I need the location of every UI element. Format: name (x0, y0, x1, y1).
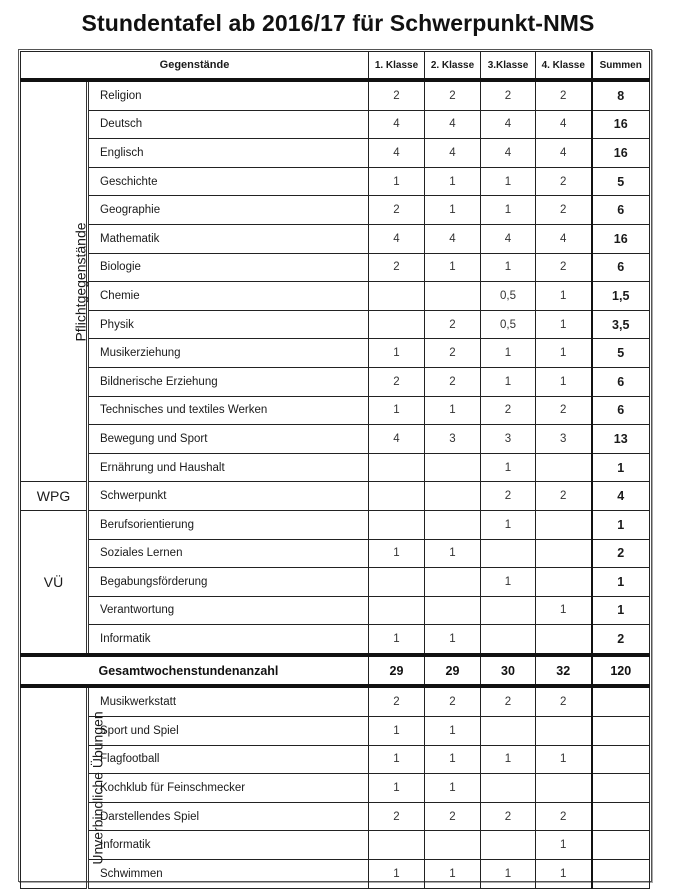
hours-k4: 2 (536, 482, 592, 511)
subject-name: Informatik (88, 625, 369, 655)
hours-k2: 2 (425, 367, 481, 396)
table-row (21, 568, 650, 597)
page-title: Stundentafel ab 2016/17 für Schwerpunkt-NMS (81, 10, 595, 36)
table-row (21, 253, 650, 282)
table-row (21, 196, 650, 225)
category-unverbindlich (21, 686, 106, 888)
hours-k4: 2 (536, 686, 592, 716)
hours-k3: 4 (481, 110, 536, 139)
hours-k4 (536, 539, 592, 568)
hours-sum: 2 (592, 539, 650, 568)
timetable (20, 51, 650, 889)
hours-k1: 1 (369, 167, 425, 196)
table-body (21, 80, 650, 888)
header-klasse-4: 4. Klasse (536, 52, 592, 81)
table-row (21, 831, 650, 860)
hours-k1: 4 (369, 224, 425, 253)
hours-sum: 2 (592, 625, 650, 655)
hours-sum: 1 (592, 568, 650, 597)
subject-name: Technisches und textiles Werken (88, 396, 369, 425)
hours-k1: 2 (369, 802, 425, 831)
table-row (21, 310, 650, 339)
hours-k2 (425, 568, 481, 597)
table-row (21, 596, 650, 625)
hours-k4: 4 (536, 224, 592, 253)
subject-name: Ernährung und Haushalt (88, 453, 369, 482)
hours-k4: 1 (536, 367, 592, 396)
hours-k1: 1 (369, 860, 425, 889)
hours-sum: 1 (592, 596, 650, 625)
hours-sum: 6 (592, 367, 650, 396)
hours-k1: 1 (369, 745, 425, 774)
table-row (21, 686, 650, 716)
hours-k3: 1 (481, 367, 536, 396)
hours-k2 (425, 453, 481, 482)
table-row (21, 110, 650, 139)
hours-k4: 1 (536, 310, 592, 339)
hours-k3 (481, 717, 536, 746)
subject-name: Sport und Spiel (88, 717, 369, 746)
hours-k4 (536, 625, 592, 655)
category-pflicht (21, 80, 88, 482)
hours-k4 (536, 774, 592, 803)
hours-k1: 1 (369, 539, 425, 568)
hours-sum: 16 (592, 139, 650, 168)
hours-sum: 5 (592, 167, 650, 196)
subject-name: Musikwerkstatt (88, 686, 369, 716)
hours-k1 (369, 568, 425, 597)
subject-name: Kochklub für Feinschmecker (88, 774, 369, 803)
subject-name: Schwimmen (88, 860, 369, 889)
header-summen: Summen (592, 52, 650, 81)
table-row (21, 167, 650, 196)
table-row (21, 717, 650, 746)
hours-sum: 16 (592, 224, 650, 253)
subject-name: Deutsch (88, 110, 369, 139)
hours-k1: 2 (369, 367, 425, 396)
hours-k4: 1 (536, 282, 592, 311)
hours-k4: 1 (536, 745, 592, 774)
hours-sum: 3,5 (592, 310, 650, 339)
total-k1: 29 (369, 655, 425, 687)
hours-k2 (425, 831, 481, 860)
table-row (21, 510, 650, 539)
table-row (21, 745, 650, 774)
category-label: Pflichtgegenstände (72, 222, 89, 342)
hours-k2: 1 (425, 745, 481, 774)
hours-k2: 2 (425, 686, 481, 716)
hours-sum: 16 (592, 110, 650, 139)
hours-k2: 1 (425, 860, 481, 889)
category-wpg: WPG (21, 482, 88, 511)
subject-name: Geographie (88, 196, 369, 225)
hours-k4: 2 (536, 253, 592, 282)
category-vu: VÜ (21, 510, 88, 654)
subject-name: Religion (88, 80, 369, 110)
hours-k3 (481, 596, 536, 625)
hours-k3: 1 (481, 453, 536, 482)
hours-k4 (536, 568, 592, 597)
hours-k1 (369, 482, 425, 511)
total-row (21, 655, 650, 687)
hours-sum: 4 (592, 482, 650, 511)
hours-k1 (369, 596, 425, 625)
subject-name: Darstellendes Spiel (88, 802, 369, 831)
hours-k4: 3 (536, 425, 592, 454)
hours-k3: 1 (481, 339, 536, 368)
hours-sum: 6 (592, 196, 650, 225)
hours-k1: 2 (369, 196, 425, 225)
header-klasse-1: 1. Klasse (369, 52, 425, 81)
table-row (21, 425, 650, 454)
hours-k1: 2 (369, 80, 425, 110)
hours-k2: 2 (425, 339, 481, 368)
hours-k3 (481, 831, 536, 860)
hours-k2 (425, 510, 481, 539)
hours-sum (592, 745, 650, 774)
total-spacer (21, 655, 88, 687)
subject-name: Chemie (88, 282, 369, 311)
subject-name: Mathematik (88, 224, 369, 253)
hours-k1 (369, 282, 425, 311)
hours-k1 (369, 310, 425, 339)
hours-k4: 4 (536, 110, 592, 139)
table-row (21, 139, 650, 168)
hours-k3: 2 (481, 686, 536, 716)
subject-name: Begabungsförderung (88, 568, 369, 597)
hours-sum: 6 (592, 396, 650, 425)
hours-k2: 1 (425, 539, 481, 568)
hours-k1 (369, 831, 425, 860)
hours-k4 (536, 453, 592, 482)
hours-k4: 2 (536, 167, 592, 196)
hours-k1: 2 (369, 686, 425, 716)
hours-k3: 1 (481, 860, 536, 889)
hours-k3: 1 (481, 568, 536, 597)
hours-sum (592, 686, 650, 716)
hours-k3: 0,5 (481, 282, 536, 311)
hours-k2: 4 (425, 224, 481, 253)
hours-sum: 5 (592, 339, 650, 368)
table-row (21, 453, 650, 482)
hours-sum: 13 (592, 425, 650, 454)
header-row (21, 52, 650, 81)
table-row (21, 482, 650, 511)
hours-sum (592, 802, 650, 831)
hours-k4 (536, 717, 592, 746)
hours-k1 (369, 453, 425, 482)
hours-k4: 4 (536, 139, 592, 168)
hours-k3: 2 (481, 396, 536, 425)
hours-k2: 1 (425, 625, 481, 655)
table-row (21, 774, 650, 803)
subject-name: Musikerziehung (88, 339, 369, 368)
hours-k1: 1 (369, 339, 425, 368)
hours-k2 (425, 596, 481, 625)
total-k3: 30 (481, 655, 536, 687)
hours-k2: 1 (425, 253, 481, 282)
hours-k2: 1 (425, 396, 481, 425)
total-k2: 29 (425, 655, 481, 687)
hours-k3: 3 (481, 425, 536, 454)
hours-k2: 1 (425, 196, 481, 225)
hours-sum: 6 (592, 253, 650, 282)
hours-k3 (481, 539, 536, 568)
subject-name: Bildnerische Erziehung (88, 367, 369, 396)
hours-k3: 4 (481, 224, 536, 253)
hours-sum (592, 831, 650, 860)
hours-k4: 1 (536, 831, 592, 860)
hours-k1: 4 (369, 139, 425, 168)
table-row (21, 802, 650, 831)
subject-name: Bewegung und Sport (88, 425, 369, 454)
subject-name: Informatik (88, 831, 369, 860)
hours-k4: 2 (536, 80, 592, 110)
hours-k2 (425, 482, 481, 511)
total-sum: 120 (592, 655, 650, 687)
table-row (21, 80, 650, 110)
hours-k3: 1 (481, 510, 536, 539)
hours-k2: 4 (425, 139, 481, 168)
table-row (21, 339, 650, 368)
subject-name: Biologie (88, 253, 369, 282)
hours-k3: 0,5 (481, 310, 536, 339)
hours-k1: 2 (369, 253, 425, 282)
hours-k3 (481, 774, 536, 803)
hours-k2: 1 (425, 717, 481, 746)
hours-k4: 1 (536, 860, 592, 889)
total-k4: 32 (536, 655, 592, 687)
hours-k2 (425, 282, 481, 311)
hours-k2: 2 (425, 80, 481, 110)
hours-k1 (369, 510, 425, 539)
hours-k3: 2 (481, 802, 536, 831)
hours-k3: 4 (481, 139, 536, 168)
hours-k3: 1 (481, 167, 536, 196)
hours-k3: 2 (481, 80, 536, 110)
table-row (21, 860, 650, 889)
hours-k3: 1 (481, 253, 536, 282)
hours-k1: 4 (369, 425, 425, 454)
hours-k3 (481, 625, 536, 655)
hours-k2: 1 (425, 774, 481, 803)
hours-sum: 1 (592, 510, 650, 539)
hours-k3: 1 (481, 745, 536, 774)
hours-k4 (536, 510, 592, 539)
hours-sum (592, 717, 650, 746)
subject-name: Berufsorientierung (88, 510, 369, 539)
hours-k2: 4 (425, 110, 481, 139)
subject-name: Schwerpunkt (88, 482, 369, 511)
table-row (21, 625, 650, 655)
category-label: Unverbindliche Übungen (89, 711, 106, 865)
hours-k1: 1 (369, 625, 425, 655)
hours-sum: 8 (592, 80, 650, 110)
table-row (21, 224, 650, 253)
hours-k1: 1 (369, 717, 425, 746)
hours-sum: 1 (592, 453, 650, 482)
table-row (21, 367, 650, 396)
table-row (21, 282, 650, 311)
header-klasse-3: 3.Klasse (481, 52, 536, 81)
hours-sum: 1,5 (592, 282, 650, 311)
hours-k2: 2 (425, 802, 481, 831)
hours-sum (592, 774, 650, 803)
subject-name: Verantwortung (88, 596, 369, 625)
total-label: Gesamtwochenstundenanzahl (88, 655, 369, 687)
hours-k1: 4 (369, 110, 425, 139)
hours-k4: 1 (536, 596, 592, 625)
header-klasse-2: 2. Klasse (425, 52, 481, 81)
table-row (21, 396, 650, 425)
subject-name: Soziales Lernen (88, 539, 369, 568)
hours-k3: 1 (481, 196, 536, 225)
header-subjects: Gegenstände (21, 52, 369, 81)
table-row (21, 539, 650, 568)
subject-name: Flagfootball (88, 745, 369, 774)
hours-k4: 2 (536, 196, 592, 225)
hours-k1: 1 (369, 774, 425, 803)
subject-name: Physik (88, 310, 369, 339)
hours-k4: 2 (536, 396, 592, 425)
hours-k2: 2 (425, 310, 481, 339)
hours-k1: 1 (369, 396, 425, 425)
subject-name: Geschichte (88, 167, 369, 196)
hours-k4: 1 (536, 339, 592, 368)
hours-k3: 2 (481, 482, 536, 511)
hours-k2: 3 (425, 425, 481, 454)
hours-k4: 2 (536, 802, 592, 831)
hours-sum (592, 860, 650, 889)
hours-k2: 1 (425, 167, 481, 196)
subject-name: Englisch (88, 139, 369, 168)
